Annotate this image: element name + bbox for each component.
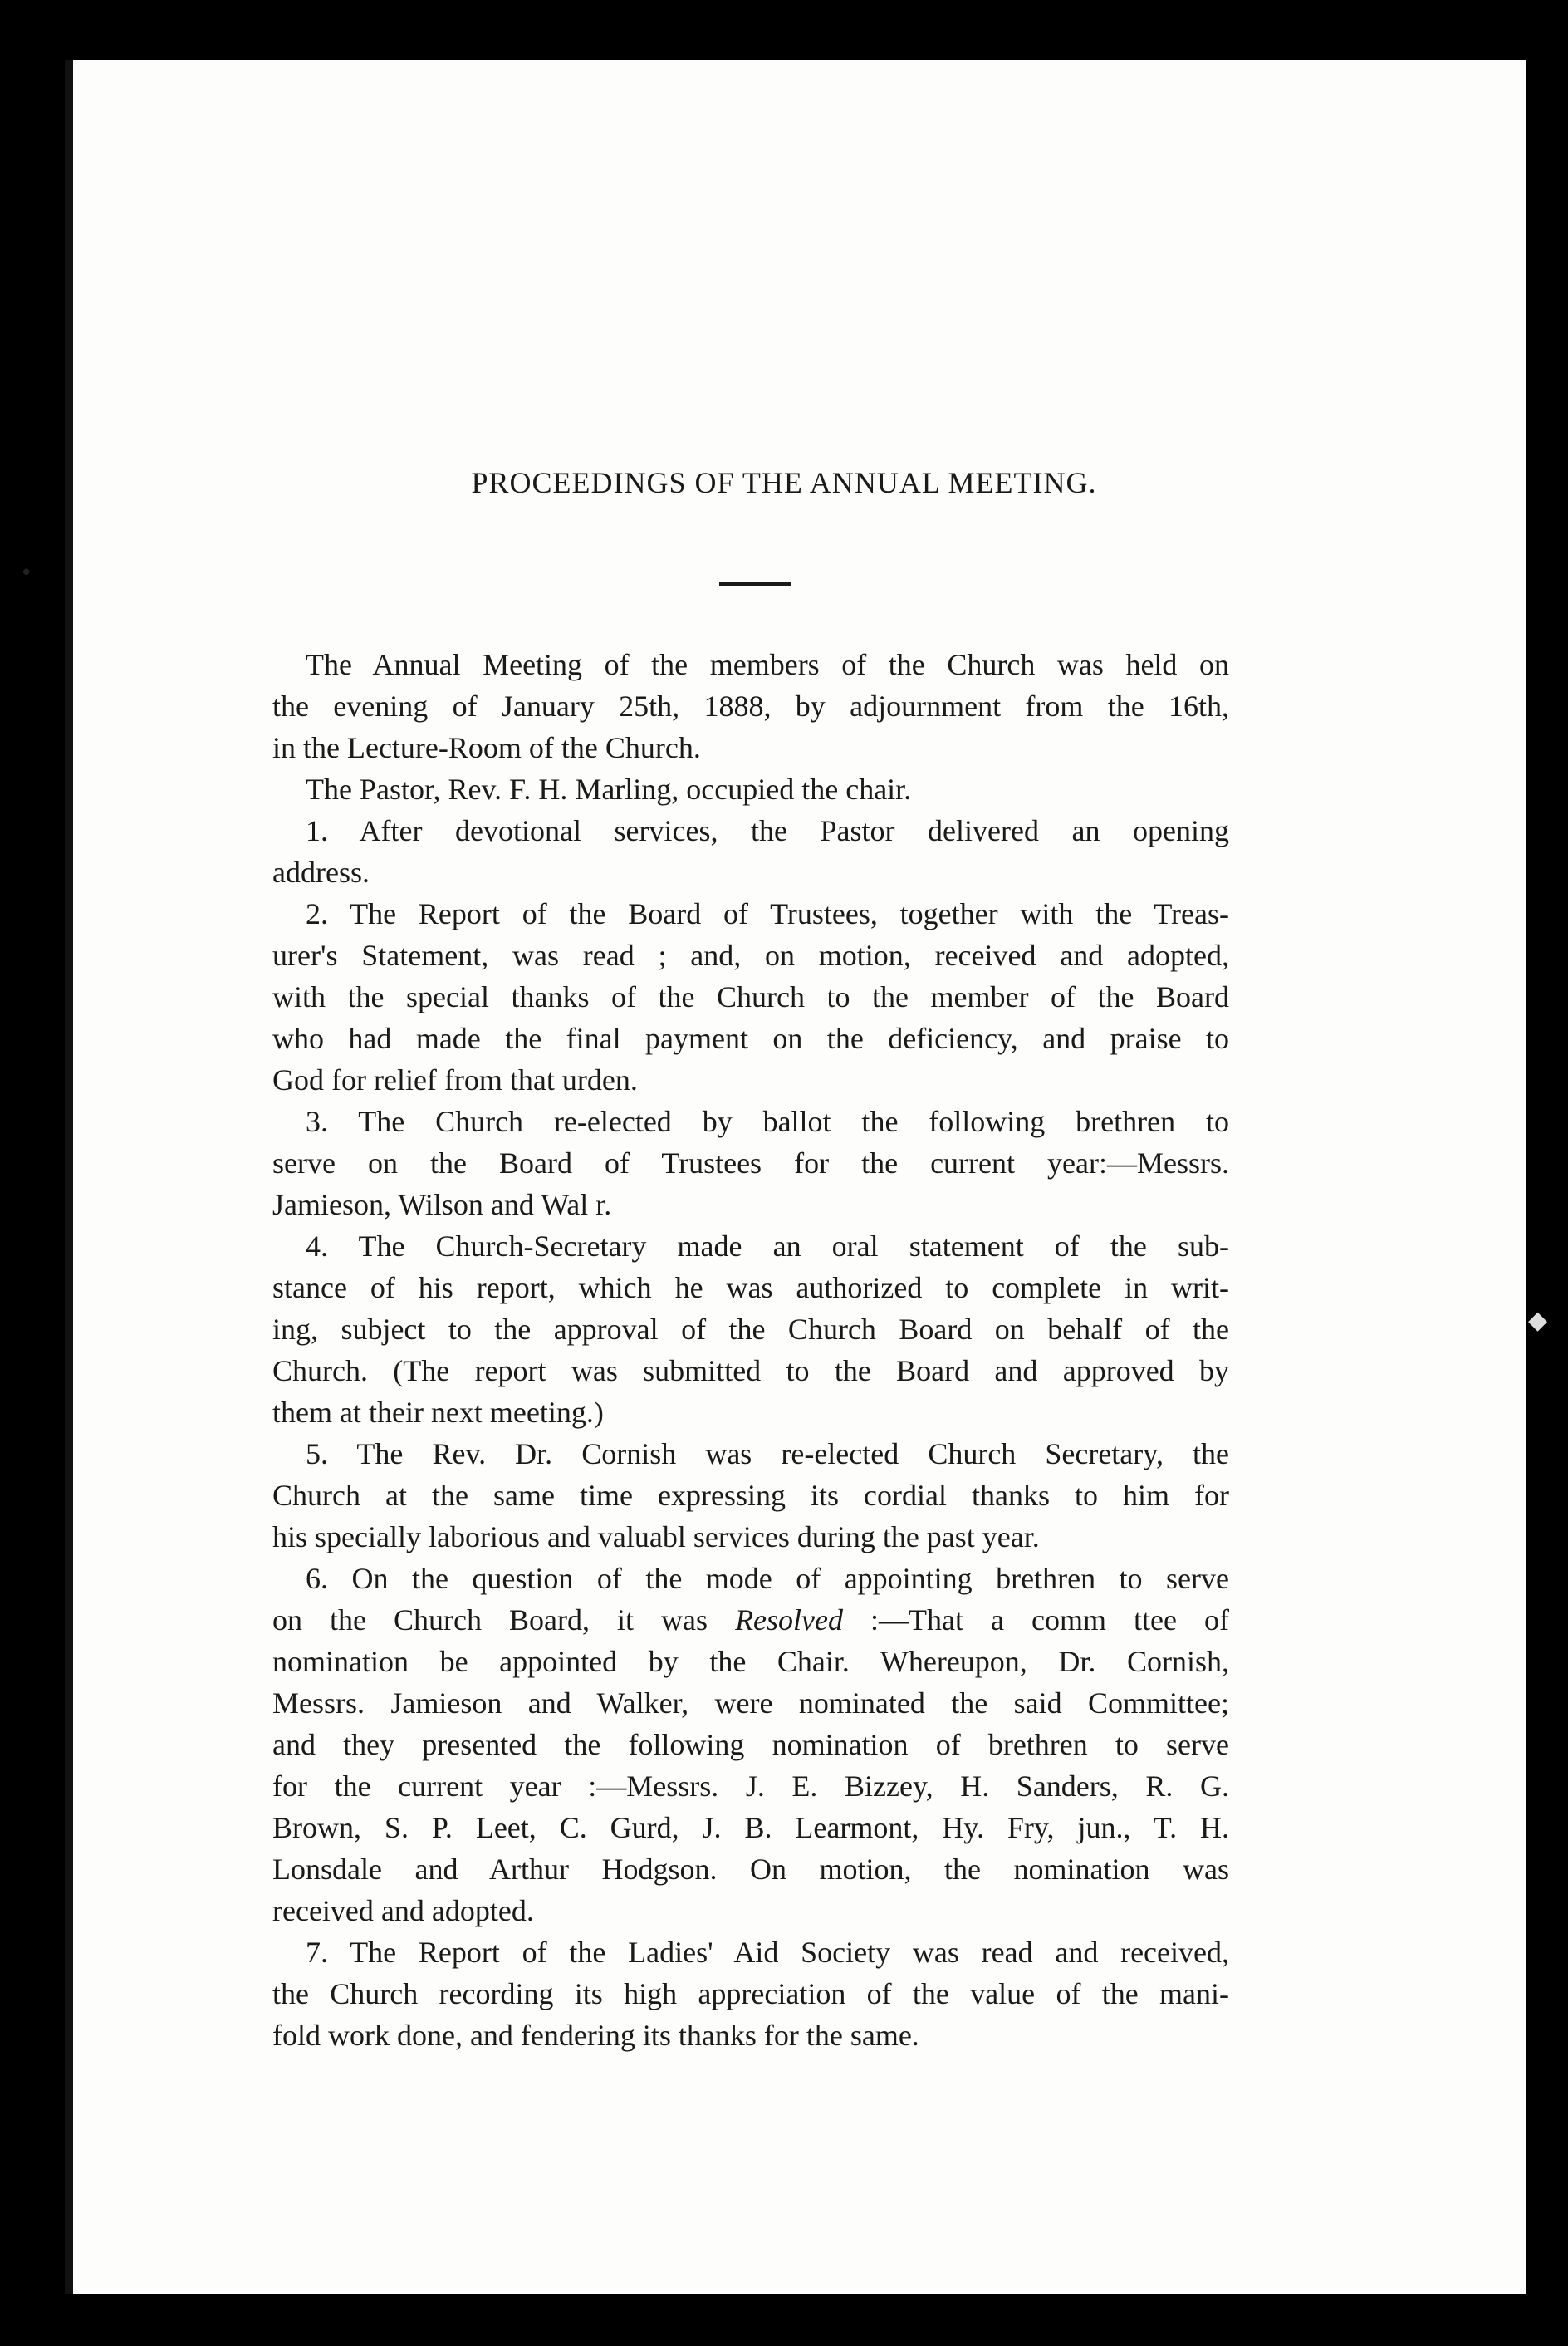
text-line: in the Lecture-Room of the Church. (272, 731, 701, 764)
text-line: for the current year :—Messrs. J. E. Bizzey, H. Sanders, R. G. (272, 1769, 1229, 1803)
text-line: them at their next meeting.) (272, 1396, 604, 1429)
text-line: fold work done, and fendering its thanks for the same. (272, 2019, 919, 2052)
text-line: 2. The Report of the Board of Trustees, together with the Treas- (306, 897, 1229, 930)
resolved-italic: Resolved (735, 1603, 843, 1637)
text-line: Church. (The report was submitted to the Board and approved by (272, 1354, 1229, 1387)
paragraph (272, 768, 1229, 810)
paragraph (272, 1931, 1229, 2056)
text-line: with the special thanks of the Church to the member of the Board (272, 980, 1229, 1013)
paragraph (272, 1433, 1229, 1558)
margin-speck: ◆ (1528, 1306, 1548, 1335)
text-line: 3. The Church re-elected by ballot the following brethren to (306, 1105, 1229, 1138)
text-line: Church at the same time expressing its cordial thanks to him for (272, 1479, 1229, 1512)
text-line: who had made the final payment on the deficiency, and praise to (272, 1022, 1229, 1055)
text-line: serve on the Board of Trustees for the current year:—Messrs. (272, 1146, 1229, 1180)
text-line: Lonsdale and Arthur Hodgson. On motion, the nomination was (272, 1853, 1229, 1886)
text-line: 7. The Report of the Ladies' Aid Society was read and received, (306, 1936, 1229, 1969)
text-line: 4. The Church-Secretary made an oral statement of the sub- (306, 1229, 1229, 1263)
text-line: stance of his report, which he was authorized to complete in writ- (272, 1271, 1229, 1304)
paragraph (272, 893, 1229, 1101)
text-line: nomination be appointed by the Chair. Whereupon, Dr. Cornish, (272, 1645, 1229, 1678)
text-line: Brown, S. P. Leet, C. Gurd, J. B. Learmont, Hy. Fry, jun., T. H. (272, 1811, 1229, 1844)
paragraph (272, 1101, 1229, 1225)
text-line: and they presented the following nomination of brethren to serve (272, 1728, 1229, 1761)
text-line-with-resolved: on the Church Board, it was Resolved :—That a comm ttee of (272, 1603, 1229, 1637)
text-line: The Pastor, Rev. F. H. Marling, occupied the chair. (306, 773, 912, 806)
document-body (272, 644, 1229, 2056)
paragraph (272, 1225, 1229, 1433)
text-line: the Church recording its high appreciation of the value of the mani- (272, 1977, 1229, 2010)
text-line: Messrs. Jamieson and Walker, were nominated the said Committee; (272, 1686, 1229, 1720)
text-line: urer's Statement, was read ; and, on motion, received and adopted, (272, 939, 1229, 972)
paragraph (272, 1558, 1229, 1931)
text-line: his specially laborious and valuabl services during the past year. (272, 1520, 1040, 1553)
text-line: the evening of January 25th, 1888, by adjournment from the 16th, (272, 690, 1229, 723)
text-line: God for relief from that urden. (272, 1063, 638, 1097)
text-line: address. (272, 856, 370, 889)
text-line: 1. After devotional services, the Pastor delivered an opening (306, 814, 1229, 847)
paragraph (272, 644, 1229, 768)
text-line: The Annual Meeting of the members of the Church was held on (306, 648, 1229, 681)
text-line: 5. The Rev. Dr. Cornish was re-elected Church Secretary, the (306, 1437, 1229, 1470)
text-line: received and adopted. (272, 1894, 534, 1927)
margin-speck: • (20, 561, 33, 586)
page-title: PROCEEDINGS OF THE ANNUAL MEETING. (471, 466, 1097, 499)
text-line: Jamieson, Wilson and Wal r. (272, 1188, 612, 1221)
text-line: ing, subject to the approval of the Church Board on behalf of the (272, 1313, 1229, 1346)
text-line: 6. On the question of the mode of appointing brethren to serve (306, 1562, 1229, 1595)
page-spine (65, 60, 73, 2294)
title-rule (719, 582, 791, 586)
paragraph (272, 810, 1229, 893)
